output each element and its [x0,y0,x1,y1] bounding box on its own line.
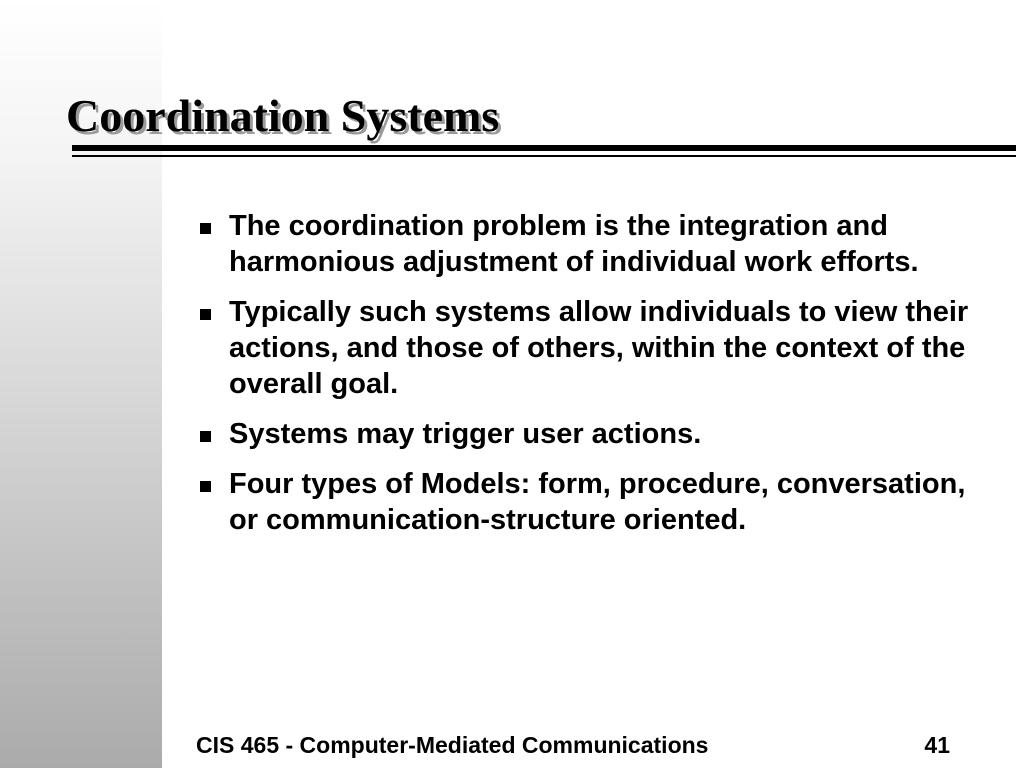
page-number: 41 [924,732,950,758]
bullet-list [198,208,988,552]
square-bullet-icon [200,223,211,234]
title-underline-thin [72,155,1016,157]
bullet-text: Typically such systems allow individuals to view their actions, and those of others, within the context of the overall goal. [229,296,969,400]
bullet-item [198,416,988,452]
bullet-text: The coordination problem is the integration and harmonious adjustment of individual work efforts. [229,210,919,278]
bullet-text: Four types of Models: form, procedure, conversation, or communication-structure oriented. [229,468,966,536]
bullet-item [198,294,988,402]
footer-course-title: CIS 465 - Computer-Mediated Communications [196,732,709,758]
square-bullet-icon [200,309,211,320]
bullet-text: Systems may trigger user actions. [229,418,702,450]
bullet-item [198,208,988,280]
bullet-item [198,466,988,538]
square-bullet-icon [200,431,211,442]
slide-title: Coordination Systems [66,90,500,141]
title-underline [72,145,1016,151]
square-bullet-icon [200,481,211,492]
